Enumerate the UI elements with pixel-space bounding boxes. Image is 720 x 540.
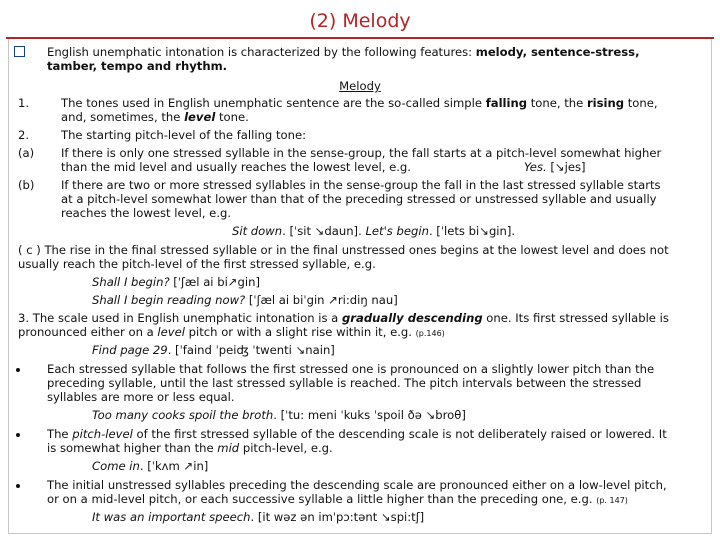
bul2-example-transcription: . [ˈkʌm ↗in] [139,459,209,473]
bul3-example [92,510,424,524]
bullet-dot-icon [16,484,20,488]
bul3-example-transcription: . [it wəz ən imˈpɔ:tənt ↘spi:tʃ] [250,510,425,524]
intro-features-2: tamber, tempo and rhythm. [47,59,228,73]
p1-level: level [184,110,216,124]
bul2-line-1 [47,427,667,441]
p3-example-transcription: . [ˈfaind ˈpeiʤ ˈtwenti ↘nain] [167,343,335,357]
bul2-text-a: The [47,427,73,441]
bul3-page-ref: (p. 147) [596,496,628,505]
p3-gradually-descending: gradually descending [341,311,483,325]
pb-line-2: at a pitch-level somewhat lower than that of the preceding stressed or unstressed syllable and usually [61,192,657,206]
pb-example-1: Sit down [232,224,283,238]
bul2-text-b: of the first stressed syllable of the descending scale is not deliberately raised or lowered. It [132,427,667,441]
p3-level: level [157,325,185,339]
pb-example-2: Let's begin [365,224,429,238]
subheading-row [0,79,720,93]
p2-text: The starting pitch-level of the falling tone: [61,128,306,142]
p1-text-c: tone, [624,96,658,110]
bul1-example [92,408,466,422]
pa-line-2: than the mid level and usually reaches the lowest level, e.g. [61,160,411,174]
pc-example-1 [92,275,260,289]
pc-example-2 [92,293,398,307]
p3-example [92,343,335,357]
p3-page-ref: (p.146) [415,329,445,338]
pb-transcription-2: . [ˈlets bi↘gin]. [428,224,516,238]
p1-text-a: The tones used in English unemphatic sentence are the so-called simple [61,96,486,110]
bullet-dot-icon [16,368,20,372]
bul2-text-c: is somewhat higher than the [47,441,218,455]
bul1-line-3: syllables are more or less equal. [47,390,235,404]
bul3-example-text: It was an important speech [92,510,251,524]
bul3-line-1: The initial unstressed syllables preceding the descending scale are pronounced either on a low-level pitch, [47,478,667,492]
pb-number: (b) [18,178,35,192]
p3-text-b: one. Its first stressed syllable is [482,311,669,325]
pc-line-1: ( c ) The rise in the final stressed syllable or in the final unstressed ones begins at the lowest level and does not [18,243,669,257]
pa-line-1: If there is only one stressed syllable in the sense-group, the fall starts at a pitch-level somewhat higher [61,146,662,160]
intro-text: English unemphatic intonation is characterized by the following features: [47,45,476,59]
pa-example [524,160,586,174]
bul2-line-2 [47,441,333,455]
title-bar [0,0,720,38]
p1-falling: falling [485,96,528,110]
pa-example-transcription: [↘jes] [546,160,586,174]
p1-number: 1. [18,96,30,110]
bul2-text-d: pitch-level, e.g. [239,441,333,455]
bul2-pitch-level: pitch-level [72,427,133,441]
pb-line-1: If there are two or more stressed syllables in the sense-group the fall in the last stressed syllable starts [61,178,661,192]
intro-line-1 [47,45,639,59]
p3-text-c: pronounced either on a [18,325,158,339]
p3-text-d: pitch or with a slight rise within it, e.g. [184,325,416,339]
intro-line-2 [47,59,227,73]
p3-line-1 [18,311,669,325]
p1-rising: rising [586,96,625,110]
bul1-line-2: preceding syllable, until the last stressed syllable is reached. The pitch intervals between the stressed [47,376,642,390]
bul3-text: or on a mid-level pitch, or each successive syllable a little higher than the preceding one, e.g. [47,492,597,506]
pb-transcription-1: . [ˈsit ↘daun]. [282,224,366,238]
p1-line-2 [61,110,249,124]
intro-features-1: melody, sentence-stress, [475,45,640,59]
p3-example-text: Find page 29 [92,343,168,357]
pb-example [232,224,515,238]
pc-example-2-text: Shall I begin reading now? [92,293,246,307]
subheading: Melody [339,79,381,93]
bul1-line-1: Each stressed syllable that follows the first stressed one is pronounced on a slightly lower pitch than the [47,362,655,376]
p2-number: 2. [18,128,30,142]
bul1-example-text: Too many cooks spoil the broth [92,408,274,422]
pc-example-1-transcription: [ˈʃæl ai bi↗gin] [169,275,260,289]
p1-text-b: tone, the [527,96,587,110]
checkbox-bullet-icon [14,46,25,57]
pb-line-3: reaches the lowest level, e.g. [61,206,232,220]
pa-example-word: Yes. [524,160,547,174]
pc-line-2: usually reach the pitch-level of the first stressed syllable, e.g. [18,257,376,271]
bul2-mid: mid [217,441,240,455]
p1-line-1 [61,96,658,110]
p1-text-d: and, sometimes, the [61,110,185,124]
bul2-example [92,459,208,473]
bul1-example-transcription: . [ˈtu: meni ˈkuks ˈspoil ðə ↘broθ] [273,408,466,422]
p3-text-a: 3. The scale used in English unemphatic intonation is a [18,311,342,325]
bul3-line-2 [47,492,628,508]
bullet-dot-icon [16,433,20,437]
page-title: (2) Melody [309,10,411,32]
pc-example-1-text: Shall I begin? [92,275,170,289]
p1-text-e: tone. [215,110,249,124]
pa-number: (a) [18,146,35,160]
pc-example-2-transcription: [ˈʃæl ai biˈgin ↗ri:diŋ nau] [245,293,398,307]
bul2-example-text: Come in [92,459,140,473]
p3-line-2 [18,325,445,341]
